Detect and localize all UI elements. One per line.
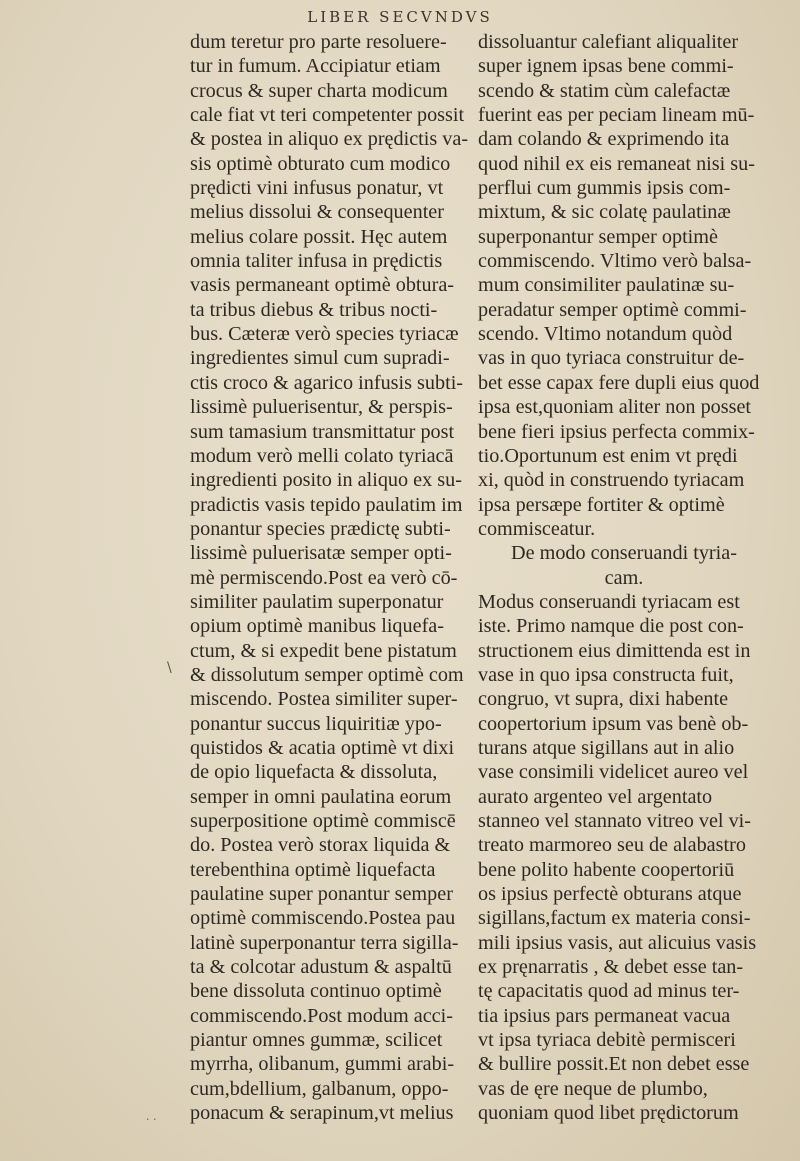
text-line: mixtum, & sic colatę paulatinæ: [478, 201, 731, 224]
text-line: opium optimè manibus liquefa-: [190, 615, 444, 638]
text-line: tur in fumum. Accipiatur etiam: [190, 55, 441, 78]
text-line: ta tribus diebus & tribus nocti-: [190, 298, 438, 321]
text-line: bet esse capax fere dupli eius quod: [478, 371, 760, 394]
text-line: ctis croco & agarico infusis subti-: [190, 371, 464, 394]
text-line: bene polito habente coopertoriū: [478, 858, 735, 881]
text-line: terebenthina optimè liquefacta: [190, 858, 436, 881]
text-line: sum tamasium transmittatur post: [190, 420, 455, 443]
running-head: LIBER SECVNDVS: [307, 8, 493, 26]
text-line: structionem eius dimittenda est in: [478, 639, 751, 662]
text-line: crocus & super charta modicum: [190, 79, 448, 102]
text-line: quistidos & acatia optimè vt dixi: [190, 736, 455, 759]
text-line: sis optimè obturato cum modico: [190, 152, 451, 175]
text-line: piantur omnes gummæ, scilicet: [190, 1029, 443, 1052]
text-line: ta & colcotar adustum & aspaltū: [190, 956, 452, 979]
text-line: super ignem ipsas bene commi-: [478, 55, 734, 78]
text-line: semper in omni paulatina eorum: [190, 785, 452, 808]
text-line: prędicti vini infusus ponatur, vt: [190, 177, 444, 200]
text-line: & postea in aliquo ex prędictis va-: [190, 128, 469, 151]
text-line: paulatine super ponantur semper: [190, 883, 453, 906]
text-line: Modus conseruandi tyriacam est: [478, 590, 740, 613]
text-line: iste. Primo namque die post con-: [478, 615, 744, 638]
text-line: tę capacitatis quod ad minus ter-: [478, 980, 740, 1003]
margin-speck-icon: · ·: [146, 1113, 157, 1126]
text-line: quod nihil ex eis remaneat nisi su-: [478, 152, 755, 175]
text-line: commiscendo. Vltimo verò balsa-: [478, 250, 752, 273]
text-line: os ipsius perfectè obturans atque: [478, 883, 742, 906]
text-line: peradatur semper optimè commi-: [478, 298, 747, 321]
text-line: stanneo vel stannato vitreo vel vi-: [478, 810, 752, 832]
text-line: ingredienti posito in aliquo ex su-: [190, 469, 462, 492]
text-line: superpositione optimè commiscē: [190, 810, 456, 832]
right-text-column: [478, 30, 770, 1125]
text-line: mè permiscendo.Post ea verò cō-: [190, 566, 458, 589]
text-line: ctum, & si expedit bene pistatum: [190, 639, 457, 662]
text-line: ipsa persæpe fortiter & optimè: [478, 493, 725, 516]
text-line: mum consimiliter paulatinæ su-: [478, 274, 735, 297]
text-line: optimè commiscendo.Postea pau: [190, 907, 456, 930]
text-line: latinè superponantur terra sigilla-: [190, 931, 459, 954]
text-line: & dissolutum semper optimè com: [190, 663, 464, 686]
text-line: mili ipsius vasis, aut alicuius vasis: [478, 931, 757, 954]
text-line: tia ipsius pars permaneat vacua: [478, 1004, 731, 1027]
text-line: xi, quòd in construendo tyriacam: [478, 469, 745, 492]
text-line: vasis permaneant optimè obtura-: [190, 274, 455, 297]
text-line: superponantur semper optimè: [478, 225, 718, 248]
text-line: tio.Oportunum est enim vt prędi: [478, 444, 738, 467]
text-line: perflui cum gummis ipsis com-: [478, 177, 731, 200]
text-line: commisceatur.: [478, 517, 596, 540]
text-line: cam.: [604, 566, 644, 589]
left-text-column: [190, 30, 469, 1125]
text-line: melius dissolui & consequenter: [190, 201, 444, 224]
text-line: quoniam quod libet prędictorum: [478, 1102, 739, 1125]
text-line: bene dissoluta continuo optimè: [190, 980, 442, 1003]
text-line: vt ipsa tyriaca debitè permisceri: [478, 1029, 736, 1052]
text-line: ipsa est,quoniam aliter non posset: [478, 396, 752, 419]
text-line: congruo, vt supra, dixi habente: [478, 688, 729, 711]
text-line: dissoluantur calefiant aliqualiter: [478, 31, 739, 53]
text-line: ponacum & serapinum,vt melius: [190, 1102, 454, 1125]
margin-mark: \: [167, 660, 172, 676]
text-line: ponantur species prædictę subti-: [190, 517, 451, 540]
text-line: dum teretur pro parte resoluere-: [190, 31, 447, 53]
text-line: turans atque sigillans aut in alio: [478, 736, 735, 759]
text-line: de opio liquefacta & dissoluta,: [190, 761, 438, 784]
text-line: De modo conseruandi tyria-: [511, 542, 737, 565]
text-line: fuerint eas per peciam lineam mū-: [478, 104, 755, 127]
text-line: bene fieri ipsius perfecta commix-: [478, 420, 755, 443]
text-line: vase in quo ipsa constructa fuit,: [478, 663, 734, 686]
text-line: pradictis vasis tepido paulatim im: [190, 493, 463, 516]
text-line: melius colare possit. Hęc autem: [190, 225, 448, 248]
text-line: vas in quo tyriaca construitur de-: [478, 347, 745, 370]
text-line: do. Postea verò storax liquida &: [190, 834, 451, 857]
text-line: vas de ęre neque de plumbo,: [478, 1077, 708, 1100]
text-line: treato marmoreo seu de alabastro: [478, 834, 746, 857]
text-line: lissimè puluerisentur, & perspis-: [190, 396, 453, 419]
text-line: modum verò melli colato tyriacā: [190, 444, 454, 467]
text-line: bus. Cæteræ verò species tyriacæ: [190, 323, 459, 346]
text-line: dam colando & exprimendo ita: [478, 128, 730, 151]
text-line: omnia taliter infusa in prędictis: [190, 250, 443, 273]
text-line: similiter paulatim superponatur: [190, 590, 444, 613]
text-line: ex pręnarratis , & debet esse tan-: [478, 956, 744, 979]
text-line: lissimè puluerisatæ semper opti-: [190, 542, 452, 565]
text-line: vase consimili videlicet aureo vel: [478, 761, 749, 784]
text-line: aurato argenteo vel argentato: [478, 785, 713, 808]
text-line: & bullire possit.Et non debet esse: [478, 1053, 750, 1076]
text-line: cale fiat vt teri competenter possit: [190, 104, 465, 127]
text-line: sigillans,factum ex materia consi-: [478, 907, 751, 930]
text-line: cum,bdellium, galbanum, oppo-: [190, 1077, 449, 1100]
text-line: ingredientes simul cum supradi-: [190, 347, 450, 370]
text-line: coopertorium ipsum vas benè ob-: [478, 712, 749, 735]
text-line: miscendo. Postea similiter super-: [190, 688, 458, 711]
text-line: ponantur succus liquiritiæ ypo-: [190, 712, 442, 735]
text-line: scendo & statim cùm calefactæ: [478, 79, 731, 102]
text-line: myrrha, olibanum, gummi arabi-: [190, 1053, 455, 1076]
text-line: commiscendo.Post modum acci-: [190, 1004, 453, 1027]
text-line: scendo. Vltimo notandum quòd: [478, 323, 733, 346]
